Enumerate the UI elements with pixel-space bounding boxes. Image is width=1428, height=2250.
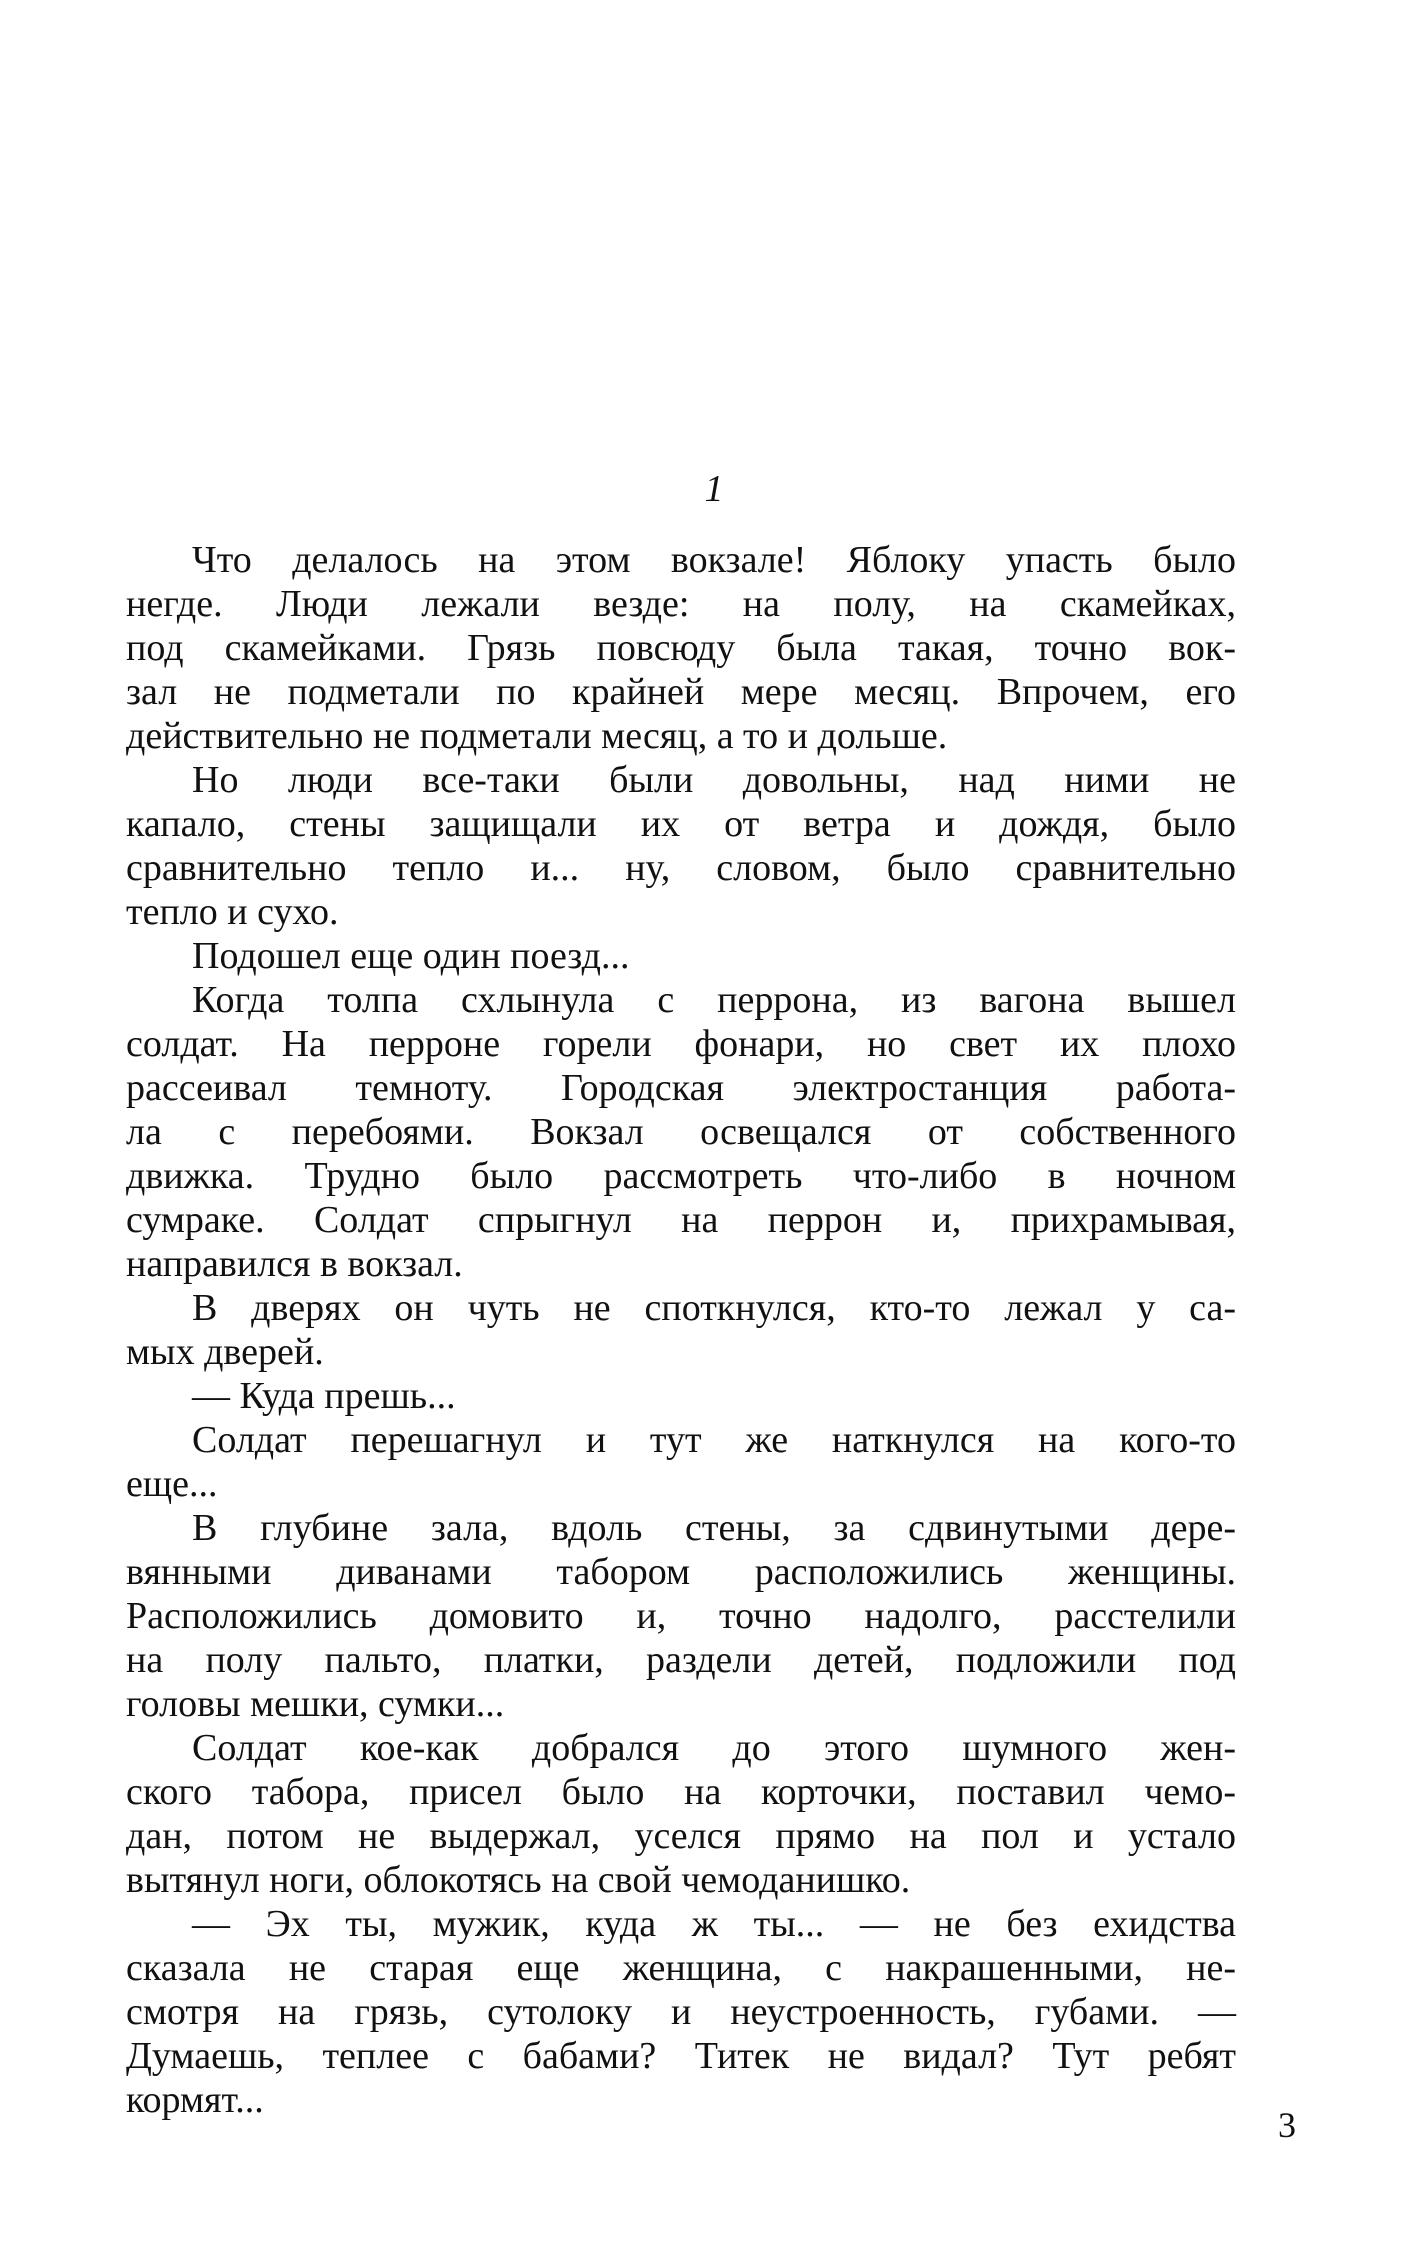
text-line: рассеивал темноту. Городская электростанция работа- — [126, 1067, 1236, 1109]
text-line: вытянул ноги, облокотясь на свой чемоданишко. — [126, 1859, 911, 1901]
text-line: кормят... — [126, 2079, 264, 2121]
text-line: на полу пальто, платки, раздели детей, подложили под — [126, 1639, 1236, 1681]
text-line: головы мешки, сумки... — [126, 1683, 505, 1725]
text-line: направился в вокзал. — [126, 1243, 463, 1285]
text-line: еще... — [126, 1463, 218, 1505]
text-line: тепло и сухо. — [126, 891, 339, 933]
page-number: 3 — [1278, 2105, 1296, 2145]
text-line: смотря на грязь, сутолоку и неустроенность, губами. — — [126, 1991, 1236, 2033]
text-line: капало, стены защищали их от ветра и дождя, было — [126, 803, 1236, 845]
chapter-number: 1 — [704, 468, 724, 510]
text-line: Думаешь, теплее с бабами? Титек не видал? Тут ребят — [126, 2035, 1236, 2077]
text-line: Подошел еще один поезд... — [192, 935, 630, 977]
text-line: ского табора, присел было на корточки, поставил чемо- — [126, 1771, 1236, 1813]
text-line: негде. Люди лежали везде: на полу, на скамейках, — [126, 583, 1236, 625]
text-line: действительно не подметали месяц, а то и дольше. — [126, 715, 948, 757]
text-line: сумраке. Солдат спрыгнул на перрон и, прихрамывая, — [126, 1199, 1236, 1241]
text-line: мых дверей. — [126, 1331, 324, 1373]
text-line: солдат. На перроне горели фонари, но свет их плохо — [126, 1023, 1236, 1065]
text-line: Когда толпа схлынула с перрона, из вагона вышел — [192, 979, 1236, 1021]
text-line: Что делалось на этом вокзале! Яблоку упасть было — [192, 539, 1236, 581]
text-line: сравнительно тепло и... ну, словом, было сравнительно — [126, 847, 1236, 889]
text-line: Солдат кое-как добрался до этого шумного жен- — [192, 1727, 1236, 1769]
body-text — [126, 538, 1236, 2122]
text-line: дан, потом не выдержал, уселся прямо на пол и устало — [126, 1815, 1236, 1857]
text-line: В глубине зала, вдоль стены, за сдвинутыми дере- — [192, 1507, 1236, 1549]
text-line: — Эх ты, мужик, куда ж ты... — не без ехидства — [192, 1903, 1236, 1945]
text-line: вянными диванами табором расположились женщины. — [126, 1551, 1236, 1593]
text-line: под скамейками. Грязь повсюду была такая, точно вок- — [126, 627, 1236, 669]
text-line: Расположились домовито и, точно надолго, расстелили — [126, 1595, 1236, 1637]
text-line: Солдат перешагнул и тут же наткнулся на кого-то — [192, 1419, 1236, 1461]
text-line: зал не подметали по крайней мере месяц. Впрочем, его — [126, 671, 1236, 713]
text-line: — Куда прешь... — [192, 1375, 456, 1417]
text-line: В дверях он чуть не споткнулся, кто-то лежал у са- — [192, 1287, 1236, 1329]
text-line: ла с перебоями. Вокзал освещался от собственного — [126, 1111, 1236, 1153]
text-line: движка. Трудно было рассмотреть что-либо в ночном — [126, 1155, 1236, 1197]
text-line: сказала не старая еще женщина, с накрашенными, не- — [126, 1947, 1236, 1989]
text-line: Но люди все-таки были довольны, над ними не — [192, 759, 1236, 801]
